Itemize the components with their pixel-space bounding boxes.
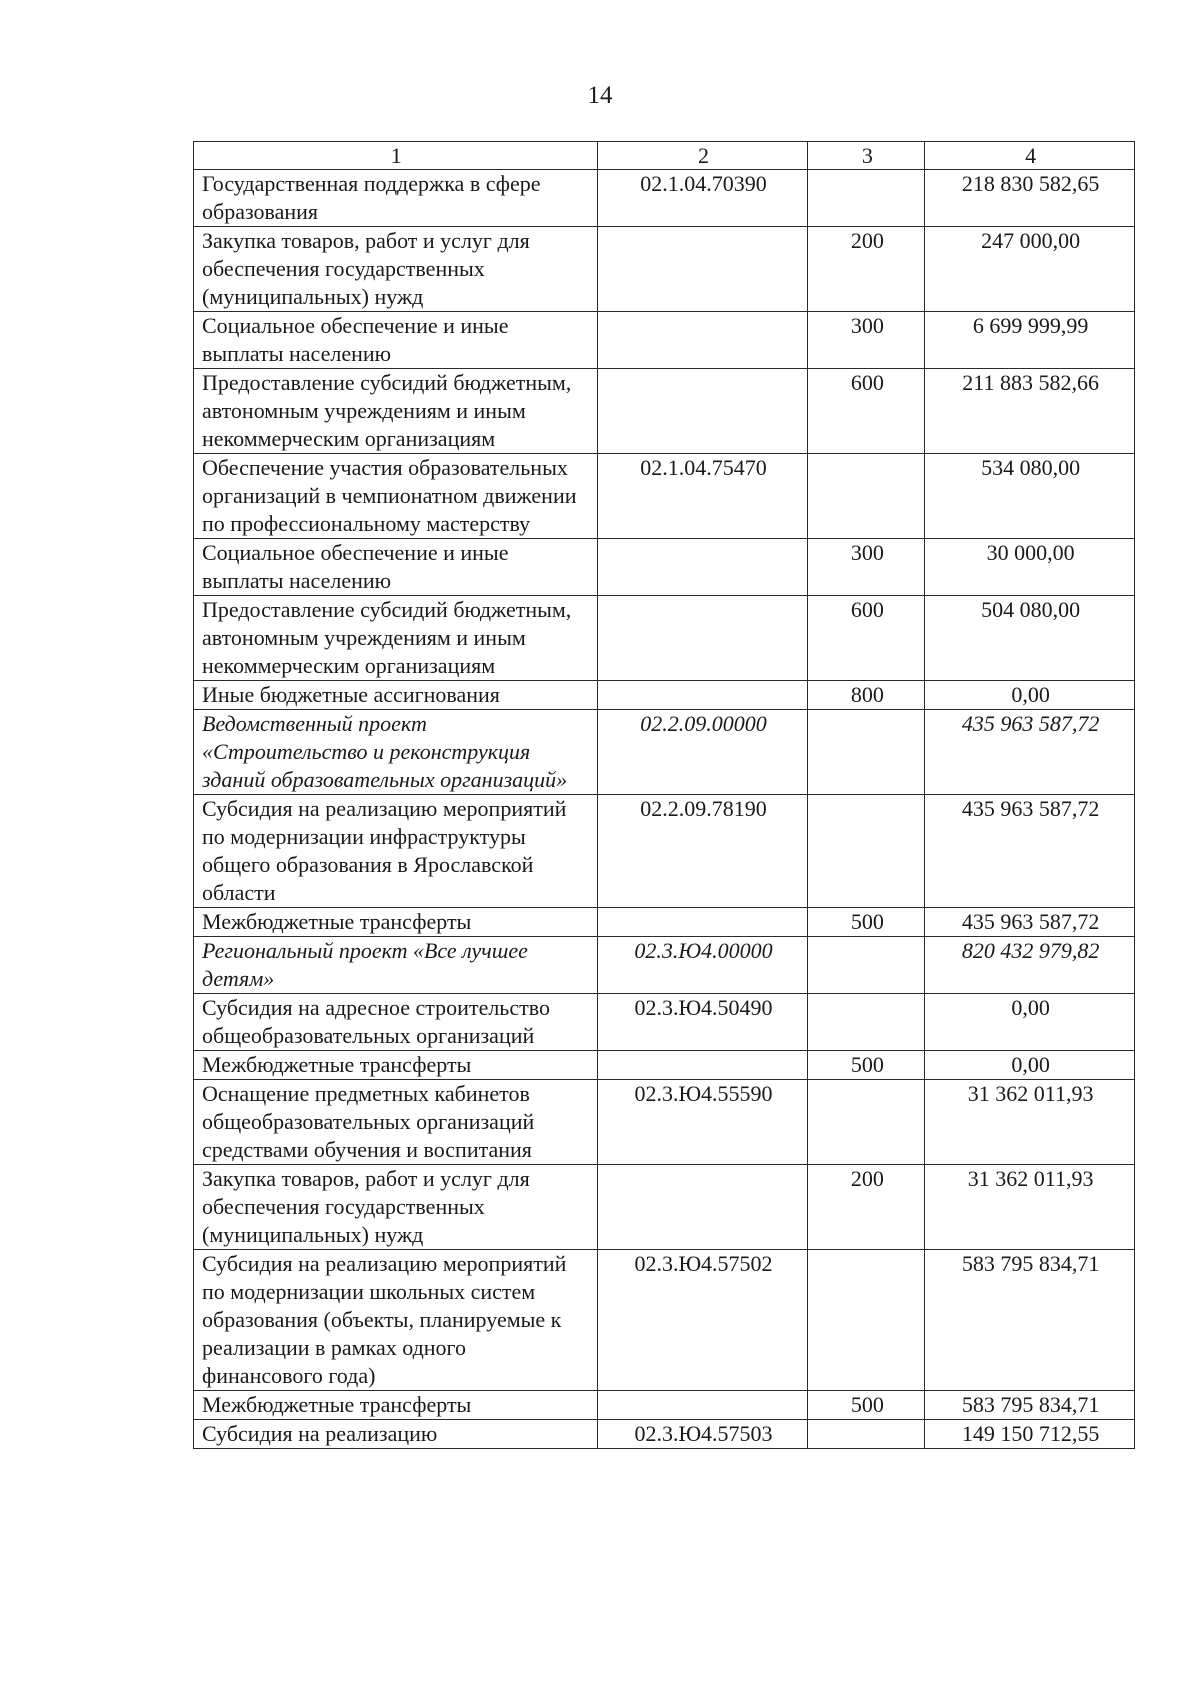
expense-type-cell: 500 [808, 1051, 925, 1080]
table-row [194, 454, 1135, 539]
amount-cell: 435 963 587,72 [925, 710, 1135, 795]
expense-name-cell: Межбюджетные трансферты [194, 1051, 598, 1080]
table-row [194, 710, 1135, 795]
expense-type-cell [808, 795, 925, 908]
amount-cell: 247 000,00 [925, 227, 1135, 312]
amount-cell: 211 883 582,66 [925, 369, 1135, 454]
target-code-cell [597, 227, 808, 312]
amount-cell: 0,00 [925, 681, 1135, 710]
expense-type-cell [808, 710, 925, 795]
amount-cell: 820 432 979,82 [925, 937, 1135, 994]
target-code-cell [597, 908, 808, 937]
expense-name-cell: Государственная поддержка в сфере образования [194, 170, 598, 227]
expense-type-cell: 600 [808, 596, 925, 681]
amount-cell: 218 830 582,65 [925, 170, 1135, 227]
table-row [194, 312, 1135, 369]
amount-cell: 583 795 834,71 [925, 1391, 1135, 1420]
target-code-cell [597, 681, 808, 710]
expense-name-cell: Межбюджетные трансферты [194, 1391, 598, 1420]
table-header-row [194, 142, 1135, 170]
target-code-cell: 02.2.09.00000 [597, 710, 808, 795]
expense-type-cell [808, 937, 925, 994]
table-row [194, 1391, 1135, 1420]
target-code-cell: 02.3.Ю4.57502 [597, 1250, 808, 1391]
expense-name-cell: Социальное обеспечение и иные выплаты населению [194, 312, 598, 369]
table-row [194, 539, 1135, 596]
amount-cell: 31 362 011,93 [925, 1080, 1135, 1165]
expense-name-cell: Закупка товаров, работ и услуг для обеспечения государственных (муниципальных) нужд [194, 227, 598, 312]
expense-name-cell: Иные бюджетные ассигнования [194, 681, 598, 710]
amount-cell: 0,00 [925, 1051, 1135, 1080]
amount-cell: 6 699 999,99 [925, 312, 1135, 369]
target-code-cell [597, 1051, 808, 1080]
table-row [194, 908, 1135, 937]
expense-name-cell: Субсидия на реализацию мероприятий по модернизации инфраструктуры общего образования в Ярославской области [194, 795, 598, 908]
table-row [194, 1250, 1135, 1391]
page-number: 14 [587, 82, 613, 109]
expense-name-cell: Оснащение предметных кабинетов общеобразовательных организаций средствами обучения и воспитания [194, 1080, 598, 1165]
expense-type-cell: 600 [808, 369, 925, 454]
expense-type-cell: 500 [808, 1391, 925, 1420]
target-code-cell: 02.3.Ю4.50490 [597, 994, 808, 1051]
target-code-cell: 02.1.04.75470 [597, 454, 808, 539]
table-row [194, 1080, 1135, 1165]
expense-name-cell: Обеспечение участия образовательных организаций в чемпионатном движении по профессиональному мастерству [194, 454, 598, 539]
table-row [194, 681, 1135, 710]
target-code-cell [597, 539, 808, 596]
table-row [194, 937, 1135, 994]
header-cell-3: 3 [808, 142, 925, 170]
expense-type-cell [808, 1080, 925, 1165]
amount-cell: 31 362 011,93 [925, 1165, 1135, 1250]
expense-type-cell: 200 [808, 1165, 925, 1250]
table-row [194, 170, 1135, 227]
amount-cell: 534 080,00 [925, 454, 1135, 539]
amount-cell: 435 963 587,72 [925, 908, 1135, 937]
header-cell-4: 4 [925, 142, 1135, 170]
expense-type-cell [808, 454, 925, 539]
expense-name-cell: Закупка товаров, работ и услуг для обеспечения государственных (муниципальных) нужд [194, 1165, 598, 1250]
budget-table [193, 141, 1135, 1449]
expense-name-cell: Предоставление субсидий бюджетным, автономным учреждениям и иным некоммерческим организациям [194, 369, 598, 454]
expense-name-cell: Предоставление субсидий бюджетным, автономным учреждениям и иным некоммерческим организациям [194, 596, 598, 681]
target-code-cell [597, 369, 808, 454]
expense-type-cell [808, 1250, 925, 1391]
amount-cell: 30 000,00 [925, 539, 1135, 596]
target-code-cell [597, 1391, 808, 1420]
table-row [194, 795, 1135, 908]
target-code-cell: 02.2.09.78190 [597, 795, 808, 908]
target-code-cell: 02.3.Ю4.57503 [597, 1420, 808, 1449]
table-row [194, 369, 1135, 454]
target-code-cell: 02.1.04.70390 [597, 170, 808, 227]
header-cell-1: 1 [194, 142, 598, 170]
expense-type-cell: 300 [808, 539, 925, 596]
expense-type-cell: 500 [808, 908, 925, 937]
expense-name-cell: Ведомственный проект «Строительство и реконструкция зданий образовательных организаций» [194, 710, 598, 795]
expense-name-cell: Субсидия на реализацию мероприятий по модернизации школьных систем образования (объекты, планируемые к реализации в рамках одного финансового года) [194, 1250, 598, 1391]
table-row [194, 1051, 1135, 1080]
expense-type-cell [808, 994, 925, 1051]
table-row [194, 1420, 1135, 1449]
target-code-cell [597, 596, 808, 681]
expense-name-cell: Субсидия на реализацию [194, 1420, 598, 1449]
expense-name-cell: Субсидия на адресное строительство общеобразовательных организаций [194, 994, 598, 1051]
table-row [194, 596, 1135, 681]
target-code-cell [597, 312, 808, 369]
target-code-cell [597, 1165, 808, 1250]
table-row [194, 1165, 1135, 1250]
table-row [194, 227, 1135, 312]
amount-cell: 0,00 [925, 994, 1135, 1051]
target-code-cell: 02.3.Ю4.55590 [597, 1080, 808, 1165]
amount-cell: 149 150 712,55 [925, 1420, 1135, 1449]
expense-name-cell: Межбюджетные трансферты [194, 908, 598, 937]
amount-cell: 504 080,00 [925, 596, 1135, 681]
target-code-cell: 02.3.Ю4.00000 [597, 937, 808, 994]
expense-type-cell [808, 1420, 925, 1449]
expense-type-cell: 200 [808, 227, 925, 312]
expense-type-cell: 800 [808, 681, 925, 710]
header-cell-2: 2 [597, 142, 808, 170]
amount-cell: 583 795 834,71 [925, 1250, 1135, 1391]
expense-name-cell: Социальное обеспечение и иные выплаты населению [194, 539, 598, 596]
amount-cell: 435 963 587,72 [925, 795, 1135, 908]
table-row [194, 994, 1135, 1051]
expense-type-cell: 300 [808, 312, 925, 369]
expense-name-cell: Региональный проект «Все лучшее детям» [194, 937, 598, 994]
expense-type-cell [808, 170, 925, 227]
